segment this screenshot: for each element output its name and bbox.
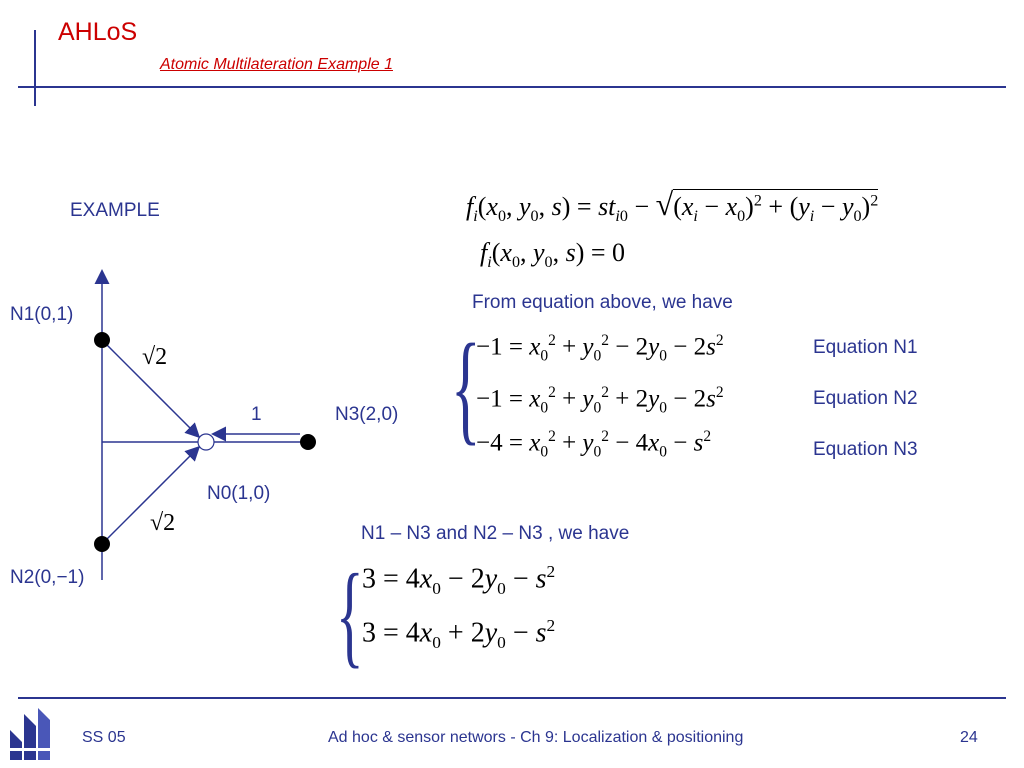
slide-title: AHLoS xyxy=(58,18,138,46)
brace-two-equations: { xyxy=(335,551,364,679)
footer-page-number: 24 xyxy=(960,729,978,746)
distance-n2-label: √2 xyxy=(150,510,176,536)
equation-diff-2: $3 = 4x_0 + 2y_0 - s^2$ xyxy=(362,616,556,652)
equation-fi-definition: $f_i(x_0$, $y_0$, $s) = st_{i0} - √(x_i - x_0)^2 + (y_i - y_0)^2$ xyxy=(466,186,879,226)
header-horizontal-rule xyxy=(18,86,1006,88)
distance-n1-label: √2 xyxy=(142,344,168,370)
n3-label: N3(2,0) xyxy=(335,404,399,425)
n0-label: N0(1,0) xyxy=(207,483,271,504)
equation-n2: $-1 = x_0^2 + y_0^2 + 2y_0 - 2s^2$ xyxy=(476,384,724,417)
equation-diff-1: $3 = 4x_0 - 2y_0 - s^2$ xyxy=(362,562,556,598)
node-n1 xyxy=(94,332,110,348)
footer-horizontal-rule xyxy=(18,697,1006,699)
brace-three-equations: { xyxy=(450,319,481,456)
equation-n2-label: Equation N2 xyxy=(813,388,918,409)
from-above-text: From equation above, we have xyxy=(472,292,733,313)
equation-n3: $-4 = x_0^2 + y_0^2 - 4x_0 - s^2$ xyxy=(476,428,712,461)
equation-n1-label: Equation N1 xyxy=(813,337,918,358)
node-n0 xyxy=(198,434,214,450)
slide-subtitle: Atomic Multilateration Example 1 xyxy=(160,56,393,73)
equation-fi-zero: $f_i(x_0$, $y_0$, s) = 0 xyxy=(480,238,626,272)
university-logo xyxy=(6,704,52,762)
equation-n3-label: Equation N3 xyxy=(813,439,918,460)
node-n3 xyxy=(300,434,316,450)
header-vertical-rule xyxy=(34,30,36,106)
equation-n1: $-1 = x_0^2 + y_0^2 - 2y_0 - 2s^2$ xyxy=(476,332,724,365)
node-n2 xyxy=(94,536,110,552)
n2-label: N2(0,−1) xyxy=(10,567,85,588)
subtract-text: N1 – N3 and N2 – N3 , we have xyxy=(361,523,630,544)
n1-label: N1(0,1) xyxy=(10,304,74,325)
distance-n3-label: 1 xyxy=(251,404,262,425)
footer-center: Ad hoc & sensor networs - Ch 9: Localization & positioning xyxy=(328,729,744,746)
example-label: EXAMPLE xyxy=(70,200,160,221)
footer-left: SS 05 xyxy=(82,729,126,746)
